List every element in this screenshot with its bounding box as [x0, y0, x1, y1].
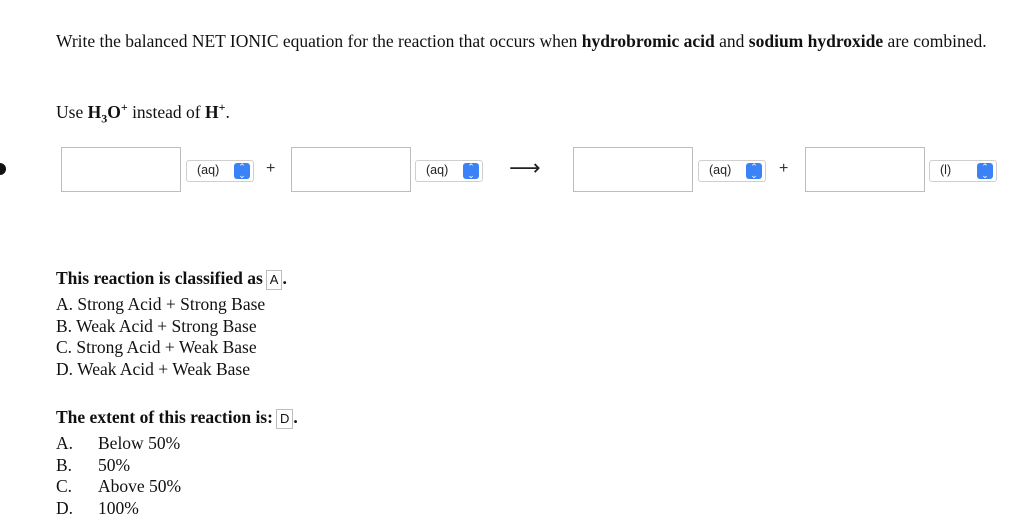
list-item: C. Strong Acid + Weak Base [56, 337, 257, 357]
list-item: D. 100% [56, 497, 139, 518]
hint-use: Use [56, 101, 88, 122]
hint-period: . [225, 101, 230, 122]
product-1-state-select[interactable]: (aq) ⌃ ⌄ [698, 160, 766, 182]
base-name: sodium hydroxide [748, 31, 884, 51]
classification-options [56, 294, 265, 380]
classification-answer-box[interactable]: A [266, 270, 283, 290]
hint-instead: instead of [127, 101, 205, 122]
chevron-updown-icon: ⌃ ⌄ [463, 163, 479, 179]
product-2-input[interactable] [805, 147, 925, 192]
chevron-updown-icon: ⌃ ⌄ [746, 163, 762, 179]
edge-marker [0, 163, 6, 175]
extent-answer-box[interactable]: D [276, 409, 293, 429]
chevron-updown-icon: ⌃ ⌄ [977, 163, 993, 179]
hydronium-formula: $H_3O^+$ [87, 100, 128, 126]
reactant-1-input[interactable] [61, 147, 181, 192]
question-text [56, 30, 1006, 52]
list-item: D. Weak Acid + Weak Base [56, 358, 250, 379]
list-item: A. Below 50% [56, 433, 181, 453]
chevron-updown-icon: ⌃ ⌄ [234, 163, 250, 179]
proton-formula: H+ [204, 100, 226, 122]
hint-text [56, 96, 230, 129]
acid-name: hydrobromic acid [581, 31, 715, 51]
product-2-state-select[interactable]: (l) ⌃ ⌄ [929, 160, 997, 182]
reactant-2-input[interactable] [291, 147, 411, 192]
reactant-1-state-select[interactable]: (aq) ⌃ ⌄ [186, 160, 254, 182]
question-and: and [714, 31, 749, 51]
question-suffix: are combined. [883, 31, 987, 51]
extent-options [56, 433, 181, 519]
list-item: B. Weak Acid + Strong Base [56, 315, 257, 336]
product-1-input[interactable] [573, 147, 693, 192]
plus-sign: + [266, 160, 276, 177]
list-item: C. Above 50% [56, 476, 182, 496]
extent-label: The extent of this reaction is: D . [56, 407, 298, 427]
reactant-2-state-select[interactable]: (aq) ⌃ ⌄ [415, 160, 483, 182]
list-item: A. Strong Acid + Strong Base [56, 294, 266, 314]
question-prefix: Write the balanced NET IONIC equation for the reaction that occurs when [56, 31, 582, 51]
list-item: B. 50% [56, 454, 131, 475]
reaction-arrow: ⟶ [509, 156, 541, 181]
plus-sign: + [779, 160, 789, 177]
classification-label: This reaction is classified as A . [56, 268, 287, 288]
